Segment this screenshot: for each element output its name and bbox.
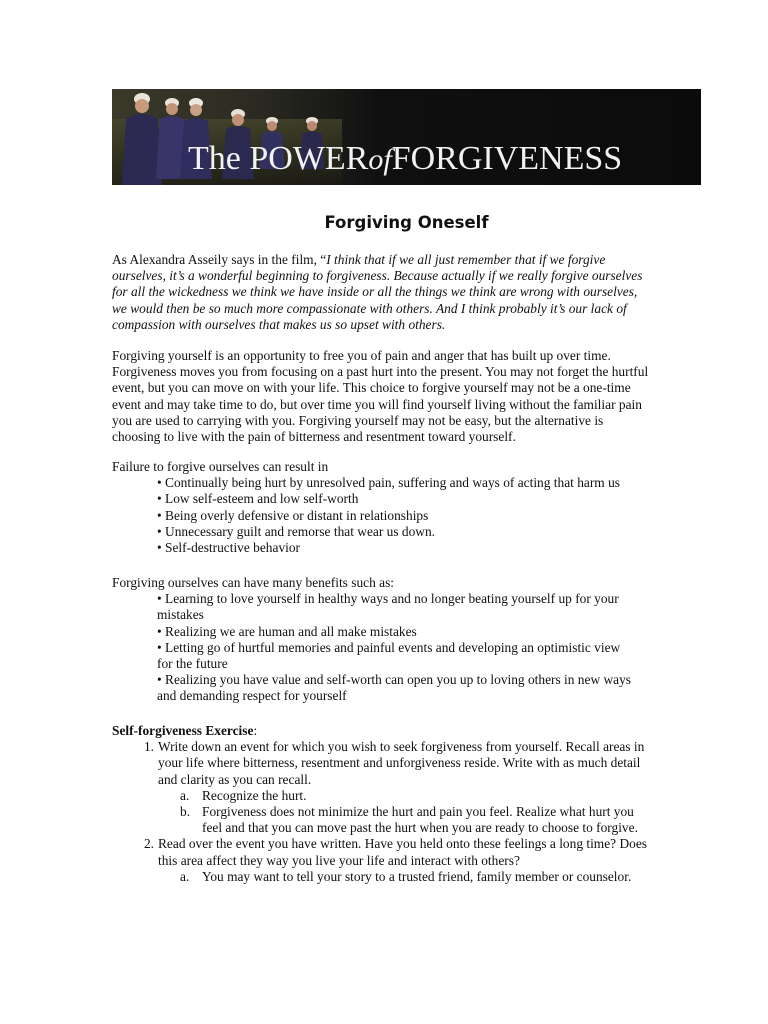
list-item: • Unnecessary guilt and remorse that wear us down.	[157, 523, 435, 539]
failure-heading: Failure to forgive ourselves can result in	[112, 459, 329, 474]
sub-step-text: Recognize the hurt.	[202, 787, 307, 803]
exercise-step	[112, 739, 657, 788]
exercise-step	[112, 836, 657, 868]
intro-quote: I think that if we all just remember that if we forgive ourselves, it’s a wonderful beginning to forgiveness. Because actually if we really forgive ourselves for all the wickedness we think we have inside or all the things we think are wrong with ourselves, we would then be so much more compassionate with others. And I think probably it’s our lack of compassion with ourselves that makes us so upset with others.	[112, 252, 643, 332]
exercise-heading-line	[112, 723, 657, 739]
page-title: Forgiving Oneself	[324, 213, 489, 232]
banner-title-word: POWER	[249, 140, 369, 177]
list-item-continuation: for the future	[157, 656, 228, 672]
list-item: • Realizing we are human and all make mistakes	[157, 623, 417, 639]
intro-lead: As Alexandra Asseily says in the film, “	[112, 252, 327, 267]
list-item: • Learning to love yourself in healthy ways and no longer beating yourself up for your	[157, 591, 619, 607]
sub-step-text: You may want to tell your story to a trusted friend, family member or counselor.	[202, 868, 632, 884]
benefits-heading: Forgiving ourselves can have many benefits such as:	[112, 575, 395, 590]
sub-step	[158, 869, 657, 885]
header-banner	[112, 89, 701, 185]
banner-title-word: of	[368, 143, 392, 176]
step-text: Read over the event you have written. Have you held onto these feelings a long time? Does this area affect they way you live your life and interact with others?	[158, 836, 647, 868]
sub-step-letter: a.	[180, 787, 190, 803]
forgiveness-paragraph: Forgiving yourself is an opportunity to free you of pain and anger that has built up over time. Forgiveness moves you from focusing on a past hurt into the present. You may not forget the hurtful event, but you can move on with your life. This choice to forgive yourself may not be a one-time event and may take time to do, but over time you will find yourself living without the familiar pain you are used to carrying with you. Forgiving yourself may not be easy, but the alternative is choosing to live with the pain of bitterness and resentment toward yourself.	[112, 348, 649, 445]
exercise-heading-colon: :	[253, 723, 258, 738]
step-text: Write down an event for which you wish to seek forgiveness from yourself. Recall areas in your life where bitterness, resentment and unforgiveness reside. Write with as much detail and clarity as you can recall.	[158, 739, 645, 787]
benefits-section	[112, 575, 652, 705]
step-number: 1.	[143, 739, 154, 755]
list-item: • Continually being hurt by unresolved pain, suffering and ways of acting that harm us	[157, 475, 620, 491]
list-item: • Letting go of hurtful memories and painful events and developing an optimistic view	[157, 639, 621, 655]
step-number: 2.	[143, 836, 154, 852]
list-item: • Realizing you have value and self-worth can open you up to loving others in new ways	[157, 672, 631, 688]
sub-step	[158, 804, 657, 836]
list-item-continuation: and demanding respect for yourself	[157, 688, 347, 704]
list-item-continuation: mistakes	[157, 607, 204, 623]
failure-section	[112, 459, 652, 556]
sub-step-letter: a.	[180, 868, 190, 884]
list-item: • Self-destructive behavior	[157, 540, 301, 556]
list-item: • Being overly defensive or distant in relationships	[157, 507, 429, 523]
banner-title-word: FORGIVENESS	[391, 140, 623, 177]
sub-step	[158, 788, 657, 804]
list-item: • Low self-esteem and low self-worth	[157, 491, 359, 507]
exercise-heading: Self-forgiveness Exercise	[112, 723, 254, 738]
exercise-section	[112, 723, 657, 885]
intro-paragraph	[112, 252, 652, 333]
sub-step-letter: b.	[180, 804, 191, 820]
banner-title	[188, 139, 622, 179]
sub-step-text: Forgiveness does not minimize the hurt and pain you feel. Realize what hurt you feel and that you can move past the hurt when you are ready to choose to forgive.	[202, 804, 638, 836]
banner-title-word: The	[188, 140, 241, 177]
